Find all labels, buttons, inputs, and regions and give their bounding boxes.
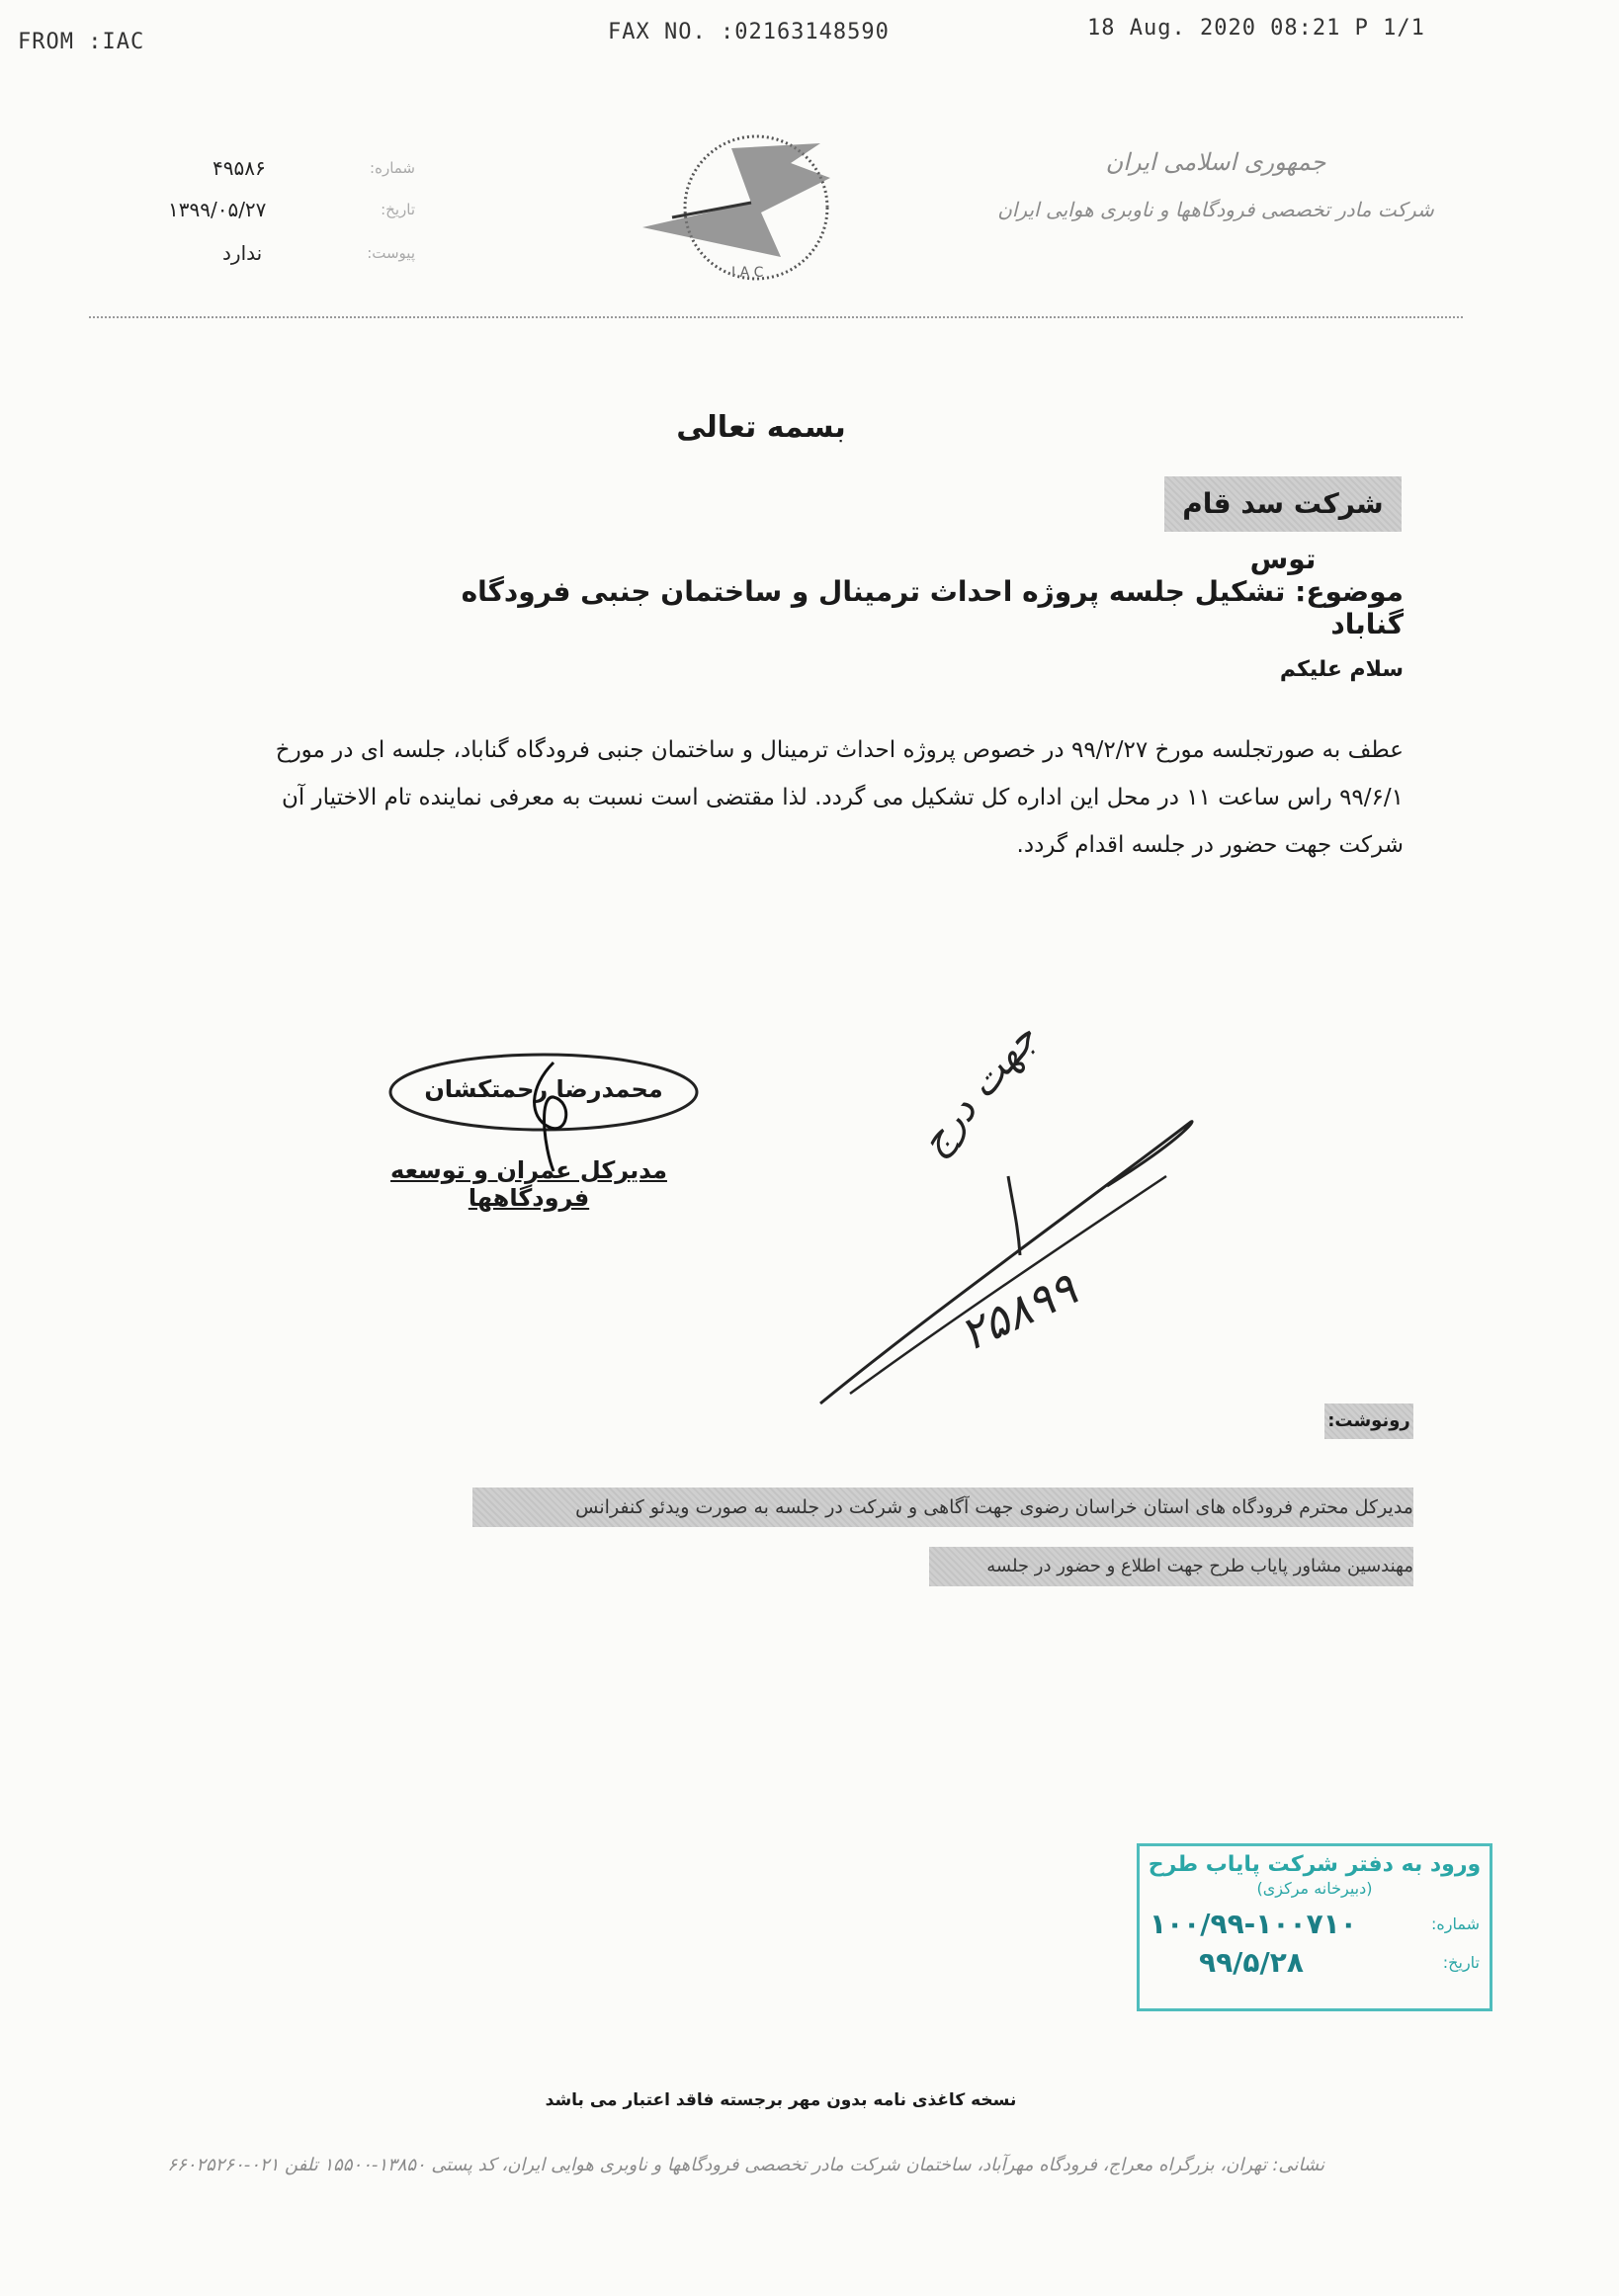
stamp-title: ورود به دفتر شرکت پایاب طرح xyxy=(1148,1852,1482,1877)
letter-attachment: ندارد xyxy=(222,241,263,265)
body-line-1: عطف به صورتجلسه مورخ ۹۹/۲/۲۷ در خصوص پروژه احداث ترمینال و ساختمان جنبی فرودگاه گناباد، جلسه ای در مورخ xyxy=(275,737,1404,763)
stamp-number: ۱۰۰/۹۹-۱۰۰۷۱۰ xyxy=(1150,1908,1357,1940)
body-line-2: ۹۹/۶/۱ راس ساعت ۱۱ در محل این اداره کل تشکیل می گردد. لذا مقتضی است نسبت به معرفی نماینده تام الاختیار آن xyxy=(281,785,1404,810)
cc-label: رونوشت: xyxy=(1324,1403,1413,1439)
stamp-number-label: شماره: xyxy=(1430,1914,1480,1933)
handwritten-number: ۲۵۸۹۹ xyxy=(951,1261,1085,1362)
letter-attachment-label: پیوست: xyxy=(367,244,415,262)
signatory-name: محمدرضا رحمتکشان xyxy=(424,1075,663,1103)
fax-from: FROM :IAC xyxy=(18,30,145,54)
stamp-date-row xyxy=(1140,1946,1490,1979)
letter-number-label: شماره: xyxy=(370,159,415,177)
greeting: سلام علیکم xyxy=(1279,657,1404,682)
letter-date: ۱۳۹۹/۰۵/۲۷ xyxy=(168,198,267,221)
letter-body xyxy=(143,726,1404,869)
letter-meta xyxy=(158,148,415,275)
letter-number: ۴۹۵۸۶ xyxy=(213,156,266,180)
signatory-title: مدیرکل عمران و توسعه فرودگاهها xyxy=(390,1156,667,1212)
receipt-stamp xyxy=(1137,1843,1492,2011)
stamp-date: ۹۹/۵/۲۸ xyxy=(1199,1946,1304,1979)
handwritten-strokes xyxy=(810,1117,1206,1413)
cc-line-2: مهندسین مشاور پایاب طرح جهت اطلاع و حضور در جلسه xyxy=(929,1547,1413,1586)
org-line-1: جمهوری اسلامی ایران xyxy=(1105,148,1326,176)
header-divider xyxy=(89,316,1463,318)
validity-note: نسخه کاغذی نامه بدون مهر برجسته فاقد اعتبار می باشد xyxy=(545,2090,1017,2110)
fax-number: FAX NO. :02163148590 xyxy=(608,20,890,44)
letter-date-label: تاریخ: xyxy=(381,201,415,218)
meta-date-row xyxy=(158,188,415,231)
invocation: بسمه تعالی xyxy=(676,410,846,445)
recipient: شرکت سد قام توس xyxy=(1164,476,1402,532)
stamp-date-label: تاریخ: xyxy=(1442,1953,1480,1972)
handwritten-note: جهت درج xyxy=(910,1015,1047,1165)
meta-number-row xyxy=(158,148,415,188)
stamp-subtitle: (دبیرخانه مرکزی) xyxy=(1256,1879,1373,1898)
cc-line-1: مدیرکل محترم فرودگاه های استان خراسان رضوی جهت آگاهی و شرکت در جلسه به صورت ویدئو کنفرانس xyxy=(472,1488,1413,1527)
org-line-2: شرکت مادر تخصصی فرودگاهها و ناوبری هوایی ایران xyxy=(997,198,1434,221)
footer-address: نشانی: تهران، بزرگراه معراج، فرودگاه مهرآباد، ساختمان شرکت مادر تخصصی فرودگاهها و ناوبری هوایی ایران، کد پستی ۱۳۸۵۰-۱۵۵۰۰ تلفن ۰۲۱-۶۶۰۲۵۲۶۰ xyxy=(167,2155,1324,2175)
organization-logo xyxy=(633,119,870,287)
stamp-number-row xyxy=(1140,1908,1490,1940)
svg-text:I A C: I A C xyxy=(731,265,764,281)
meta-attachment-row xyxy=(158,231,415,275)
body-line-3: شرکت جهت حضور در جلسه اقدام گردد. xyxy=(1016,832,1404,858)
subject: موضوع: تشکیل جلسه پروژه احداث ترمینال و ساختمان جنبی فرودگاه گناباد xyxy=(461,575,1404,640)
fax-datetime: 18 Aug. 2020 08:21 P 1/1 xyxy=(1087,16,1425,41)
